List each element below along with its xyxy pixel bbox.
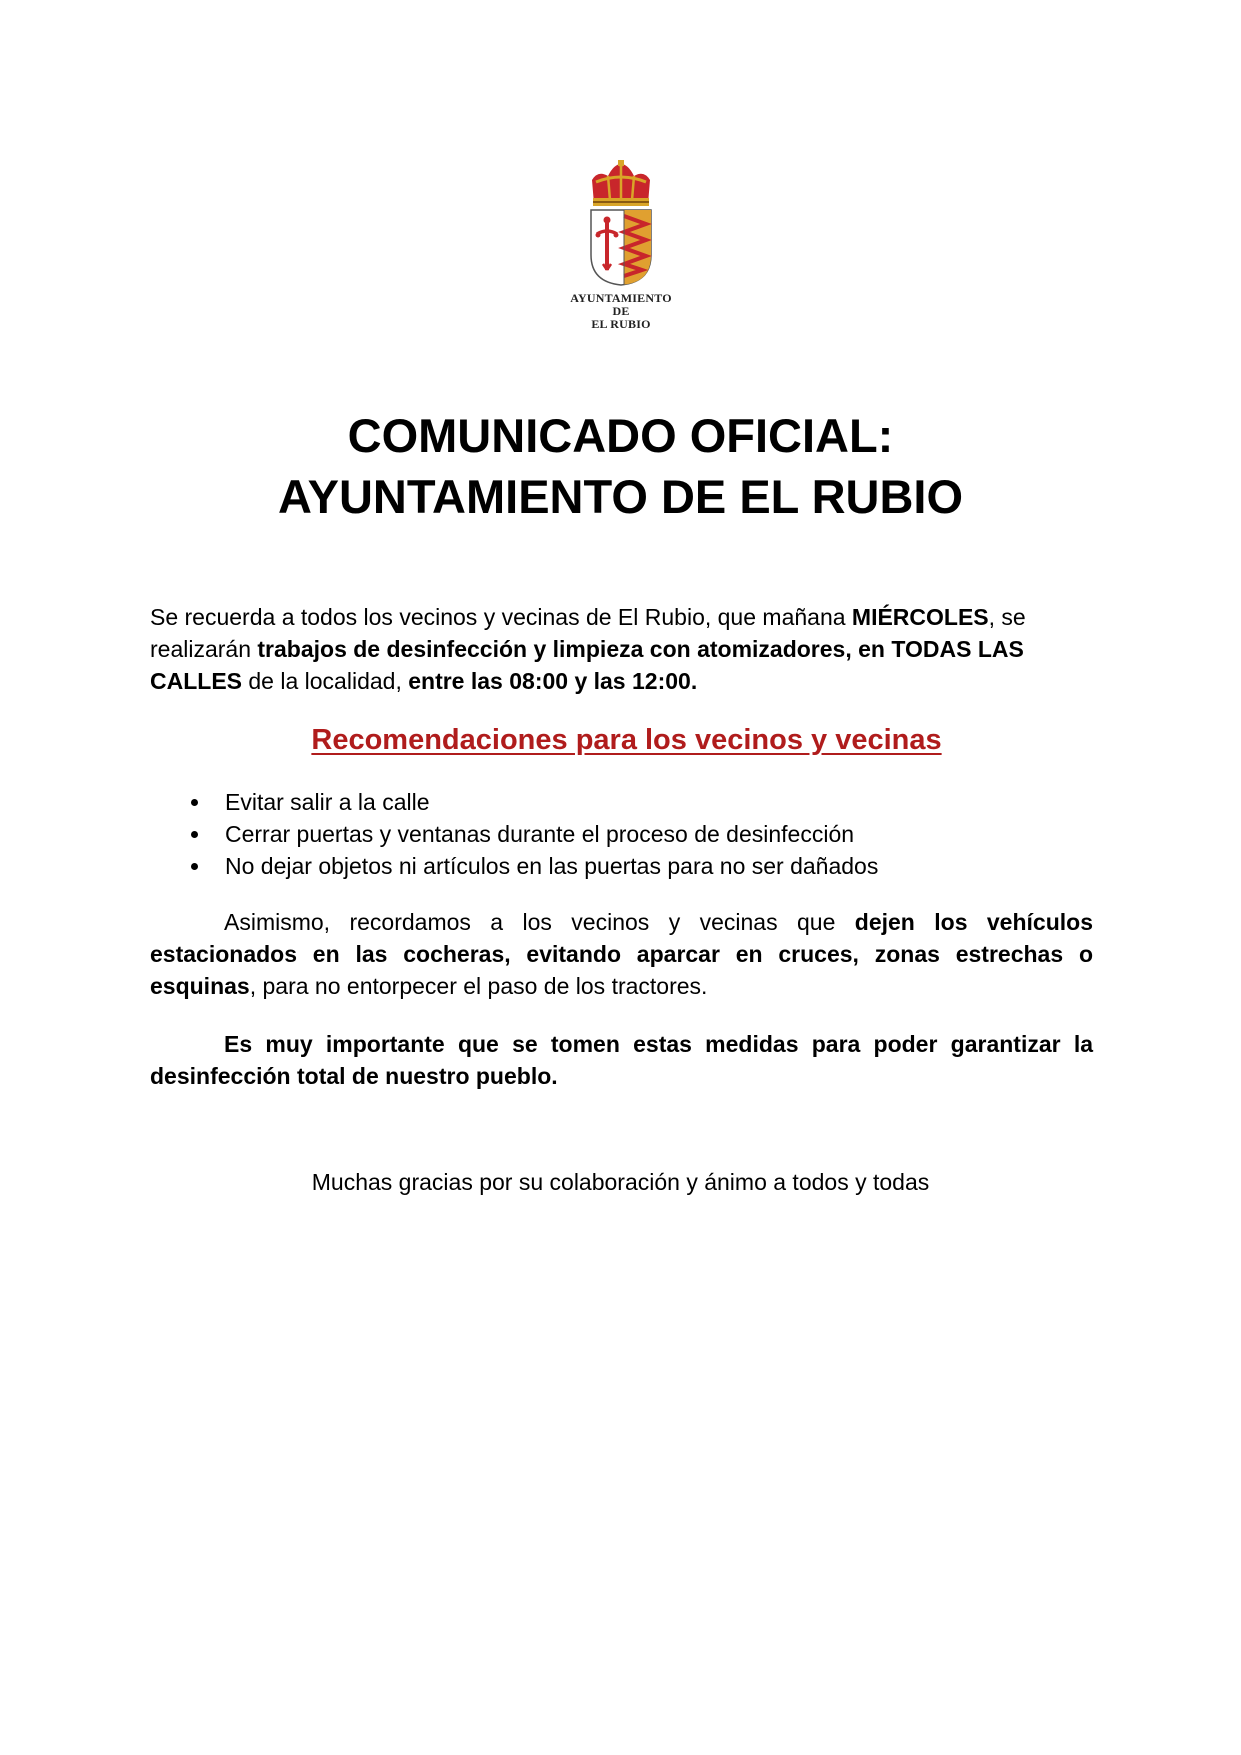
importance-text: Es muy importante que se tomen estas medidas para poder garantizar la desinfección total de nuestro pueblo. xyxy=(150,1031,1093,1089)
recommendations-list xyxy=(150,786,1093,882)
parking-instruction: dejen los vehículos estacionados en las cocheras, evitando aparcar en cruces, zonas estrechas o esquinas xyxy=(150,909,1093,999)
logo-caption-line: EL RUBIO xyxy=(591,317,651,331)
closing-note: Muchas gracias por su colaboración y ánimo a todos y todas xyxy=(311,1169,930,1195)
parking-paragraph xyxy=(150,906,1093,1002)
parking-text-1: Asimismo, recordamos a los vecinos y vecinas que xyxy=(224,909,855,935)
intro-paragraph xyxy=(150,601,1093,697)
title-line-1: COMUNICADO OFICIAL: xyxy=(347,409,894,462)
importance-paragraph xyxy=(150,1028,1093,1092)
parking-text-2: , para no entorpecer el paso de los tractores. xyxy=(249,973,708,999)
intro-schedule: entre las 08:00 y las 12:00. xyxy=(408,668,698,694)
intro-day: MIÉRCOLES xyxy=(851,604,989,630)
intro-works: trabajos de desinfección y limpieza con atomizadores, en TODAS LAS CALLES xyxy=(150,636,1024,694)
intro-text-3: de la localidad, xyxy=(242,668,409,694)
logo-caption-line: AYUNTAMIENTO xyxy=(570,291,672,305)
list-item: Cerrar puertas y ventanas durante el proceso de desinfección xyxy=(150,818,1093,850)
list-item: No dejar objetos ni artículos en las puertas para no ser dañados xyxy=(150,850,1093,882)
list-item: Evitar salir a la calle xyxy=(150,786,1093,818)
coat-of-arms-icon xyxy=(588,160,654,286)
intro-text-2: , se realizarán xyxy=(150,604,1026,662)
title-line-2: AYUNTAMIENTO DE EL RUBIO xyxy=(277,470,964,523)
municipal-logo xyxy=(570,160,672,340)
logo-caption xyxy=(570,292,672,331)
recommendations-heading: Recomendaciones para los vecinos y vecinas xyxy=(311,724,942,756)
intro-text-1: Se recuerda a todos los vecinos y vecinas de El Rubio, que mañana xyxy=(150,604,852,630)
page-title xyxy=(0,405,1241,527)
logo-caption-line: DE xyxy=(612,304,630,318)
